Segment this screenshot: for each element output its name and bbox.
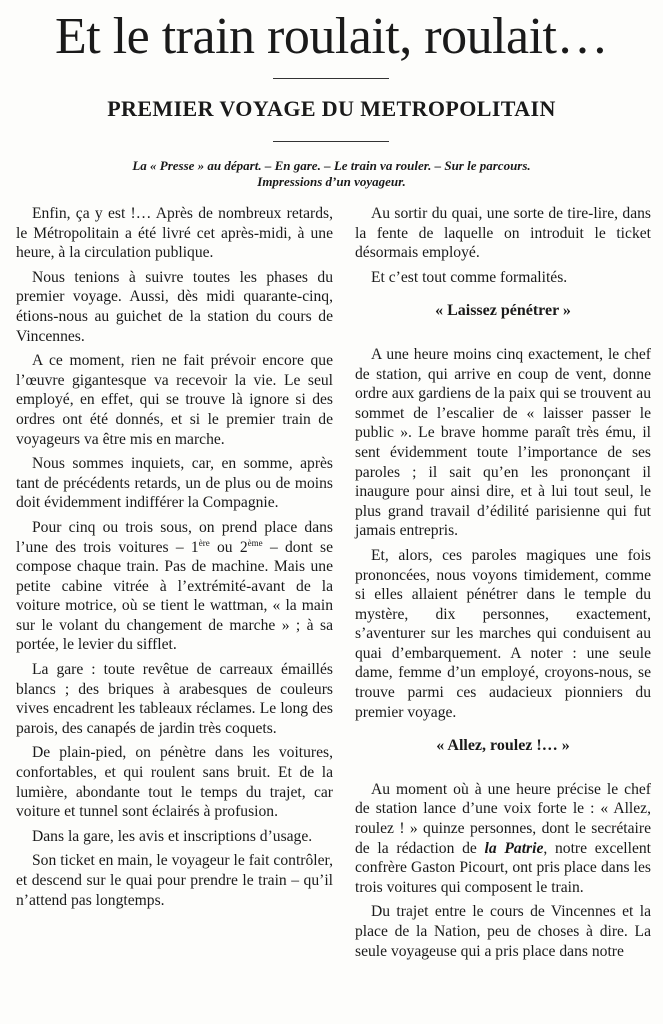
- paragraph-text: Pour cinq ou trois sous, on prend place dans l’une des trois voitures – 1: [16, 518, 333, 556]
- summary-line: La « Presse » au départ. – En gare. – Le train va rouler. – Sur le parcours.: [132, 158, 531, 173]
- paragraph: Nous tenions à suivre toutes les phases du premier voyage. Aussi, dès midi quarante-cinq, étions-nous au guichet de la station du cours de Vincennes.: [16, 268, 333, 345]
- ordinal-superscript: ème: [247, 537, 263, 548]
- paragraph: De plain-pied, on pénètre dans les voitures, confortables, et qui roulent sans bruit. Et de la lumière, abondante tout le temps du trajet, car voiture et tunnel sont éclairés à profusion.: [16, 744, 333, 821]
- paragraph: Son ticket en main, le voyageur le fait contrôler, et descend sur le quai pour prendre le train – qu’il n’attend pas longtemps.: [16, 852, 333, 909]
- title-divider: [273, 78, 389, 79]
- paragraph: Et c’est tout comme formalités.: [371, 268, 568, 286]
- paragraph: Enfin, ça y est !… Après de nombreux retards, le Métropolitain a été livré cet après-midi, à une heure, à la circulation publique.: [16, 205, 333, 262]
- paragraph: A une heure moins cinq exactement, le chef de station, qui arrive en coup de vent, donne ordre aux gardiens de la paix qui se trouvent au sommet de l’escalier de « laisser passer le public ». Le brave homme paraît très ému, il sent évidemment toute l’importance de ses paroles ; il sait qu’en les prononçant il inaugure pour ainsi dire, et à lui tout seul, le plus grand travail d’édilité parisienne qui fut jamais entrepris.: [355, 345, 651, 540]
- paragraph: [16, 518, 333, 655]
- newspaper-name: la Patrie: [484, 839, 544, 857]
- article-title: Et le train roulait, roulait…: [54, 8, 608, 65]
- summary-line: Impressions d’un voyageur.: [257, 174, 406, 189]
- paragraph: Au sortir du quai, une sorte de tire-lire, dans la fente de laquelle on introduit le ticket désormais employé.: [355, 205, 651, 262]
- section-heading: « Laissez pénétrer »: [435, 302, 571, 320]
- paragraph-text: Au moment où à une heure précise le chef de station lance d’une voix forte le : « Allez, roulez ! » quinze personnes, dont le secrétaire de la rédaction de: [355, 780, 651, 857]
- paragraph: A ce moment, rien ne fait prévoir encore que l’œuvre gigantesque va recevoir la vie. Le seul employé, en effet, qui se trouve là ignore si des ordres ont été donnés, et si le premier train de voyageurs va être mis en marche.: [16, 352, 333, 448]
- paragraph: Dans la gare, les avis et inscriptions d’usage.: [32, 827, 313, 845]
- paragraph: Du trajet entre le cours de Vincennes et la place de la Nation, peu de choses à dire. La seule voyageuse qui a pris place dans notre: [355, 903, 651, 960]
- paragraph-text: – dont se compose chaque train. Pas de machine. Mais une petite cabine vitrée à l’extrémité-avant de la voiture motrice, où se tient le wattman, « la main sur le volant du changement de marche » ; à sa portée, le levier du sifflet.: [16, 538, 333, 654]
- left-column: [16, 204, 333, 915]
- paragraph: Et, alors, ces paroles magiques une fois prononcées, nous voyons timidement, comme si elles allaient pénétrer dans le temple du mystère, dix personnes, exactement, s’aventurer sur les marches qui conduisent au quai d’embarquement. A noter : une seule dame, femme d’un employé, croyons-nous, se trouve parmi ces audacieux pionniers du premier voyage.: [355, 546, 651, 721]
- section-heading: « Allez, roulez !… »: [436, 737, 570, 755]
- article-summary: [100, 158, 563, 190]
- subtitle-divider: [273, 141, 389, 142]
- paragraph: [355, 780, 651, 898]
- paragraph: Nous sommes inquiets, car, en somme, après tant de précédents retards, un de plus ou de moins doit évidemment indifférer la Compagnie.: [16, 455, 333, 512]
- ordinal-superscript: ère: [198, 537, 210, 548]
- paragraph-text: , notre excellent confrère Gaston Picourt, ont pris place dans les trois voitures qui composent le train.: [355, 839, 652, 896]
- paragraph-text: ou 2: [209, 538, 248, 556]
- article-subtitle: PREMIER VOYAGE DU METROPOLITAIN: [107, 96, 556, 121]
- right-column: [355, 204, 651, 966]
- paragraph: La gare : toute revêtue de carreaux émaillés blancs ; des briques à arabesques de couleurs vives encadrent les tableaux réclames. Le long des parois, des canapés de jardin très coquets.: [16, 661, 333, 737]
